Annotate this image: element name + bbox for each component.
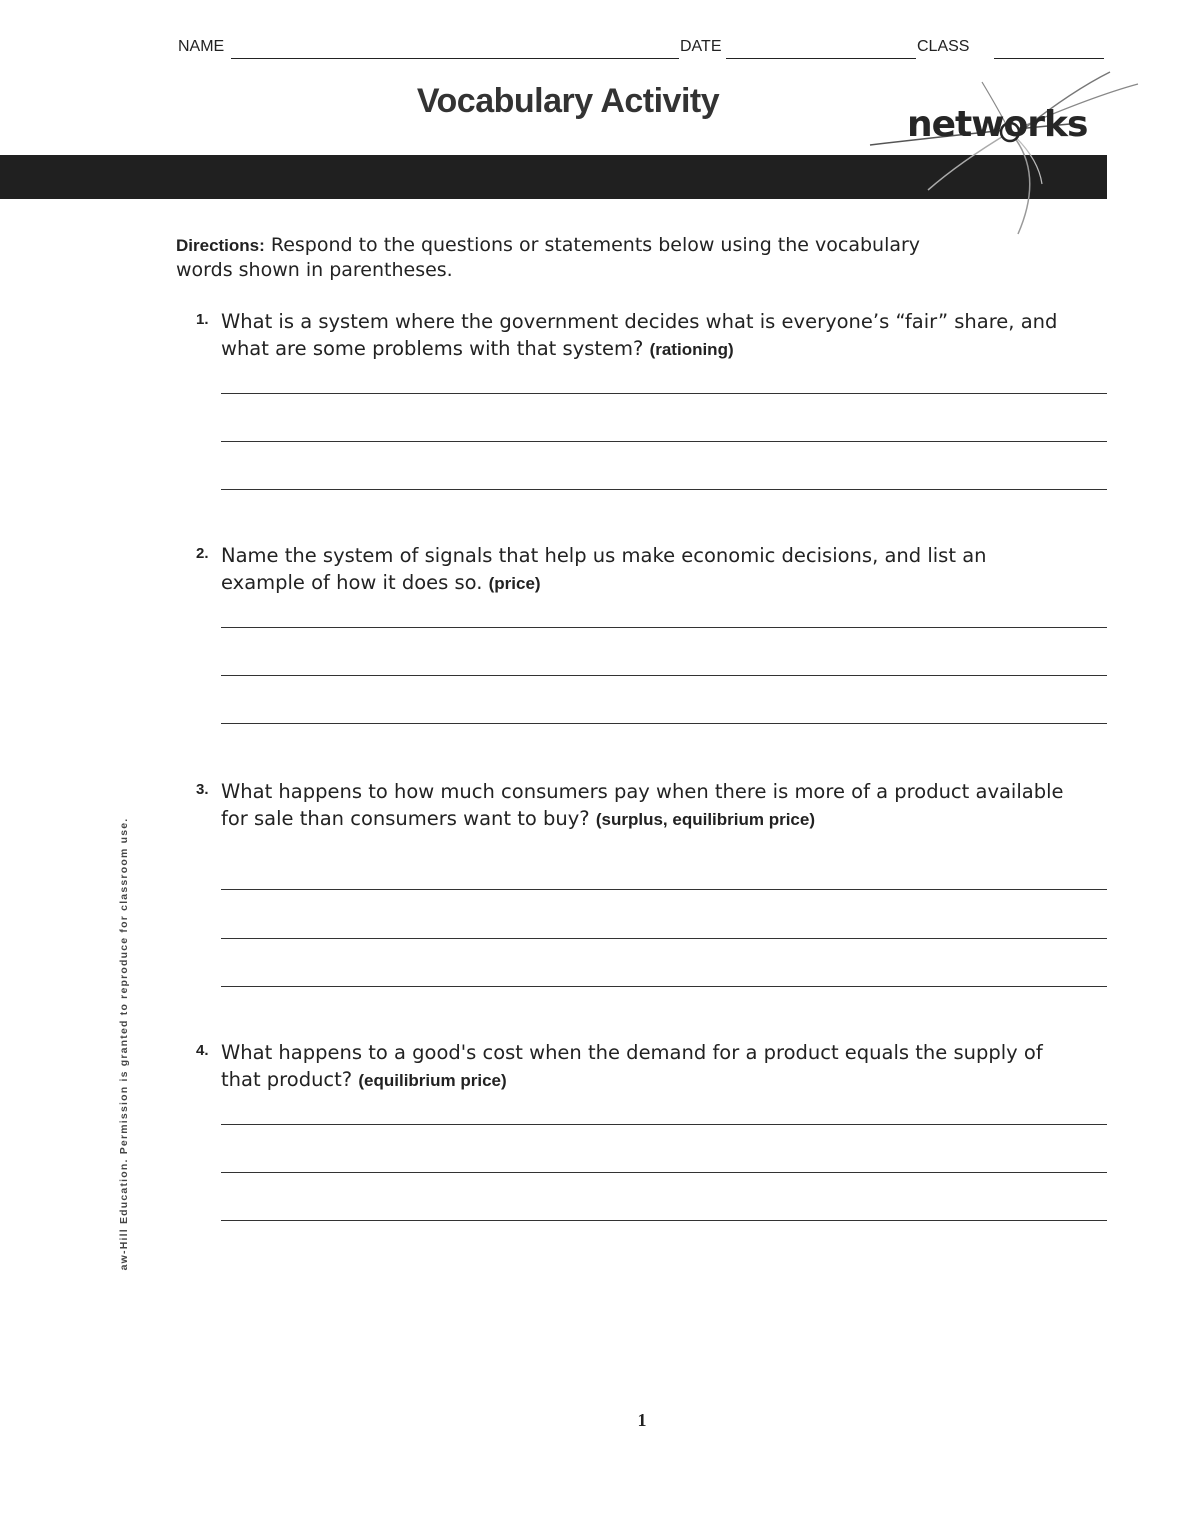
copyright-text: aw-Hill Education. Permission is granted to reproduce for classroom use. bbox=[118, 817, 130, 1271]
page-title: Vocabulary Activity bbox=[416, 82, 720, 120]
question-2 bbox=[196, 542, 1076, 597]
question-4 bbox=[196, 1039, 1076, 1094]
answer-line[interactable] bbox=[221, 986, 1107, 987]
answer-line[interactable] bbox=[221, 675, 1107, 676]
name-field-line[interactable] bbox=[231, 58, 679, 59]
answer-line[interactable] bbox=[221, 441, 1107, 442]
question-number: 2. bbox=[196, 545, 209, 562]
question-text: What is a system where the government decides what is everyone’s “fair” share, and what are some problems with that system? bbox=[221, 310, 1058, 360]
directions-text: Respond to the questions or statements below using the vocabulary words shown in parentheses. bbox=[176, 234, 921, 281]
answer-line[interactable] bbox=[221, 1124, 1107, 1125]
question-number: 1. bbox=[196, 311, 209, 328]
vocab-words: (price) bbox=[488, 574, 541, 593]
answer-line[interactable] bbox=[221, 489, 1107, 490]
directions bbox=[176, 233, 976, 282]
vocab-words: (surplus, equilibrium price) bbox=[595, 810, 815, 829]
date-label: DATE bbox=[680, 38, 722, 55]
question-number: 4. bbox=[196, 1042, 209, 1059]
answer-line[interactable] bbox=[221, 938, 1107, 939]
answer-line[interactable] bbox=[221, 1172, 1107, 1173]
question-3 bbox=[196, 778, 1076, 833]
class-label: CLASS bbox=[917, 38, 970, 55]
answer-line[interactable] bbox=[221, 889, 1107, 890]
class-field-line[interactable] bbox=[994, 58, 1104, 59]
question-text: What happens to how much consumers pay when there is more of a product available for sale than consumers want to buy? bbox=[221, 780, 1064, 830]
question-text: Name the system of signals that help us make economic decisions, and list an example of how it does so. bbox=[221, 544, 987, 594]
networks-logo-text: networks bbox=[907, 104, 1088, 145]
page-number: 1 bbox=[637, 1410, 647, 1430]
answer-line[interactable] bbox=[221, 393, 1107, 394]
question-1 bbox=[196, 308, 1076, 363]
question-text: What happens to a good's cost when the demand for a product equals the supply of that product? bbox=[221, 1041, 1043, 1091]
answer-line[interactable] bbox=[221, 723, 1107, 724]
vocab-words: (equilibrium price) bbox=[358, 1071, 507, 1090]
answer-line[interactable] bbox=[221, 1220, 1107, 1221]
directions-label: Directions: bbox=[176, 236, 265, 255]
name-label: NAME bbox=[178, 38, 225, 55]
answer-line[interactable] bbox=[221, 627, 1107, 628]
header-fields bbox=[178, 38, 1108, 62]
networks-logo-graphic bbox=[860, 62, 1150, 242]
question-number: 3. bbox=[196, 781, 209, 798]
date-field-line[interactable] bbox=[726, 58, 916, 59]
vocab-words: (rationing) bbox=[649, 340, 734, 359]
